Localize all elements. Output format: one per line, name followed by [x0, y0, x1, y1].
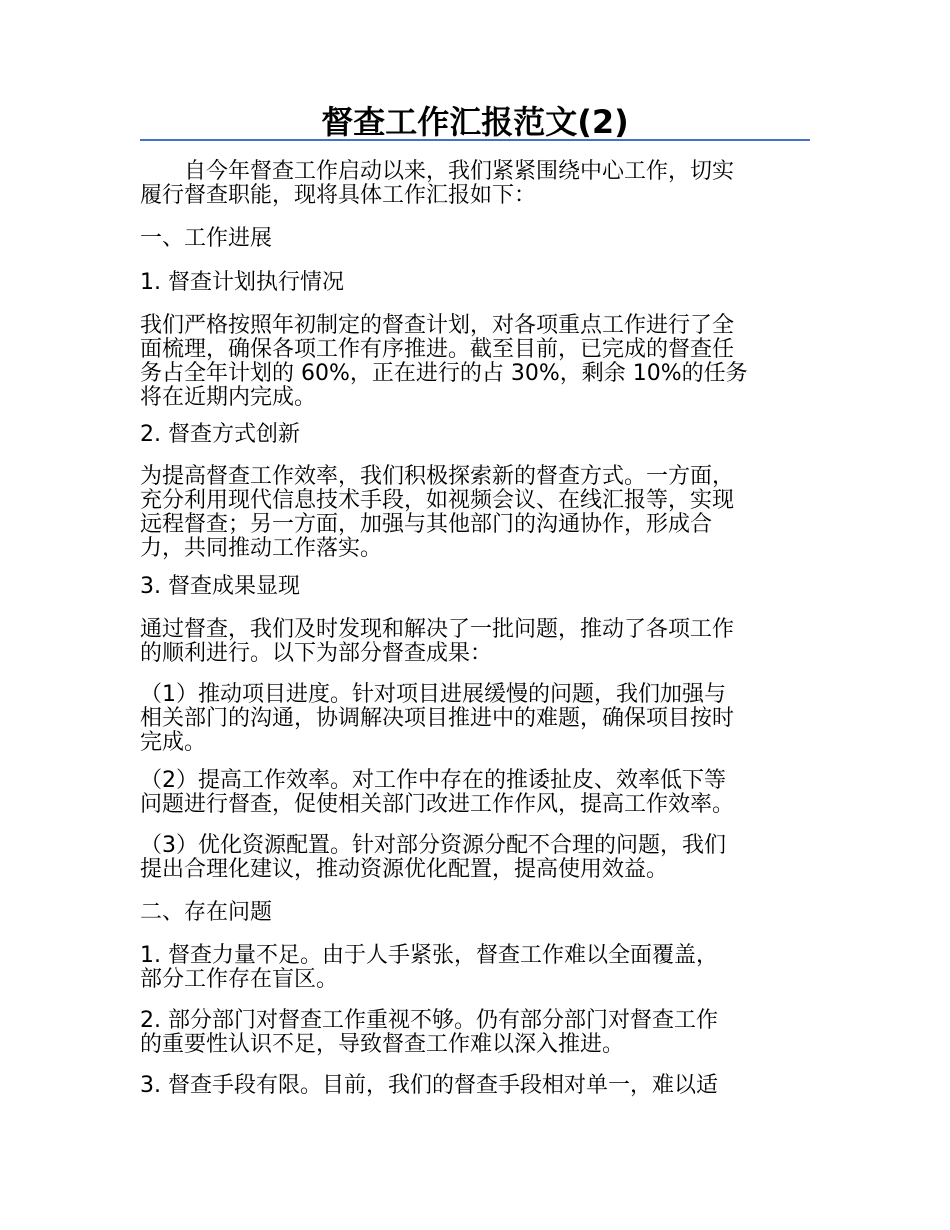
section-heading-problems: 二、存在问题 [140, 900, 273, 925]
paragraph-line: 充分利用现代信息技术手段，如视频会议、在线汇报等，实现 [140, 488, 735, 513]
paragraph-line: 2. 部分部门对督查工作重视不够。仍有部分部门对督查工作 [140, 1008, 718, 1033]
paragraph-line: 的顺利进行。以下为部分督查成果： [140, 641, 493, 666]
intro-paragraph [140, 160, 812, 208]
problem-item-insufficient-staff [140, 944, 812, 992]
intro-line: 履行督查职能，现将具体工作汇报如下： [140, 183, 537, 208]
result-item-project-progress [140, 683, 812, 755]
paragraph-line: 我们严格按照年初制定的督查计划，对各项重点工作进行了全 [140, 313, 735, 338]
paragraph-line: 相关部门的沟通，协调解决项目推进中的难题，确保项目按时 [140, 706, 735, 731]
item-heading-results: 3. 督查成果显现 [140, 574, 300, 599]
paragraph-line: 将在近期内完成。 [140, 385, 317, 410]
results-paragraph [140, 618, 812, 666]
item-heading-method-innovation: 2. 督查方式创新 [140, 422, 300, 447]
document-title: 督查工作汇报范文(2) [321, 103, 629, 141]
method-innovation-paragraph [140, 465, 812, 561]
paragraph-line: 务占全年计划的 60%，正在进行的占 30%，剩余 10%的任务 [140, 361, 748, 386]
paragraph-line: 完成。 [140, 730, 207, 755]
paragraph-line: 部分工作存在盲区。 [140, 967, 339, 992]
paragraph-line: （2）提高工作效率。对工作中存在的推诿扯皮、效率低下等 [140, 768, 726, 793]
paragraph-line: 问题进行督查，促使相关部门改进工作作风，提高工作效率。 [140, 792, 735, 817]
paragraph-line: 为提高督查工作效率，我们积极探索新的督查方式。一方面， [140, 464, 735, 489]
problem-item-limited-methods [140, 1074, 812, 1098]
paragraph-line: 提出合理化建议，推动资源优化配置，提高使用效益。 [140, 857, 669, 882]
paragraph-line: 面梳理，确保各项工作有序推进。截至目前，已完成的督查任 [140, 337, 735, 362]
paragraph-line: 力，共同推动工作落实。 [140, 536, 383, 561]
section-heading-progress: 一、工作进展 [140, 226, 273, 251]
paragraph-line: （1）推动项目进度。针对项目进展缓慢的问题，我们加强与 [140, 682, 726, 707]
problem-item-insufficient-attention [140, 1009, 812, 1057]
plan-execution-paragraph [140, 314, 812, 410]
paragraph-line: 3. 督查手段有限。目前，我们的督查手段相对单一，难以适 [140, 1073, 718, 1098]
title-underline [140, 139, 810, 141]
paragraph-line: （3）优化资源配置。针对部分资源分配不合理的问题，我们 [140, 833, 726, 858]
intro-line: 自今年督查工作启动以来，我们紧紧围绕中心工作，切实 [140, 159, 735, 184]
paragraph-line: 通过督查，我们及时发现和解决了一批问题，推动了各项工作 [140, 617, 735, 642]
paragraph-line: 的重要性认识不足，导致督查工作难以深入推进。 [140, 1032, 625, 1057]
result-item-resource-allocation [140, 834, 812, 882]
item-heading-plan-execution: 1. 督查计划执行情况 [140, 270, 344, 295]
result-item-work-efficiency [140, 769, 812, 817]
paragraph-line: 1. 督查力量不足。由于人手紧张，督查工作难以全面覆盖， [140, 943, 718, 968]
paragraph-line: 远程督查；另一方面，加强与其他部门的沟通协作，形成合 [140, 512, 713, 537]
